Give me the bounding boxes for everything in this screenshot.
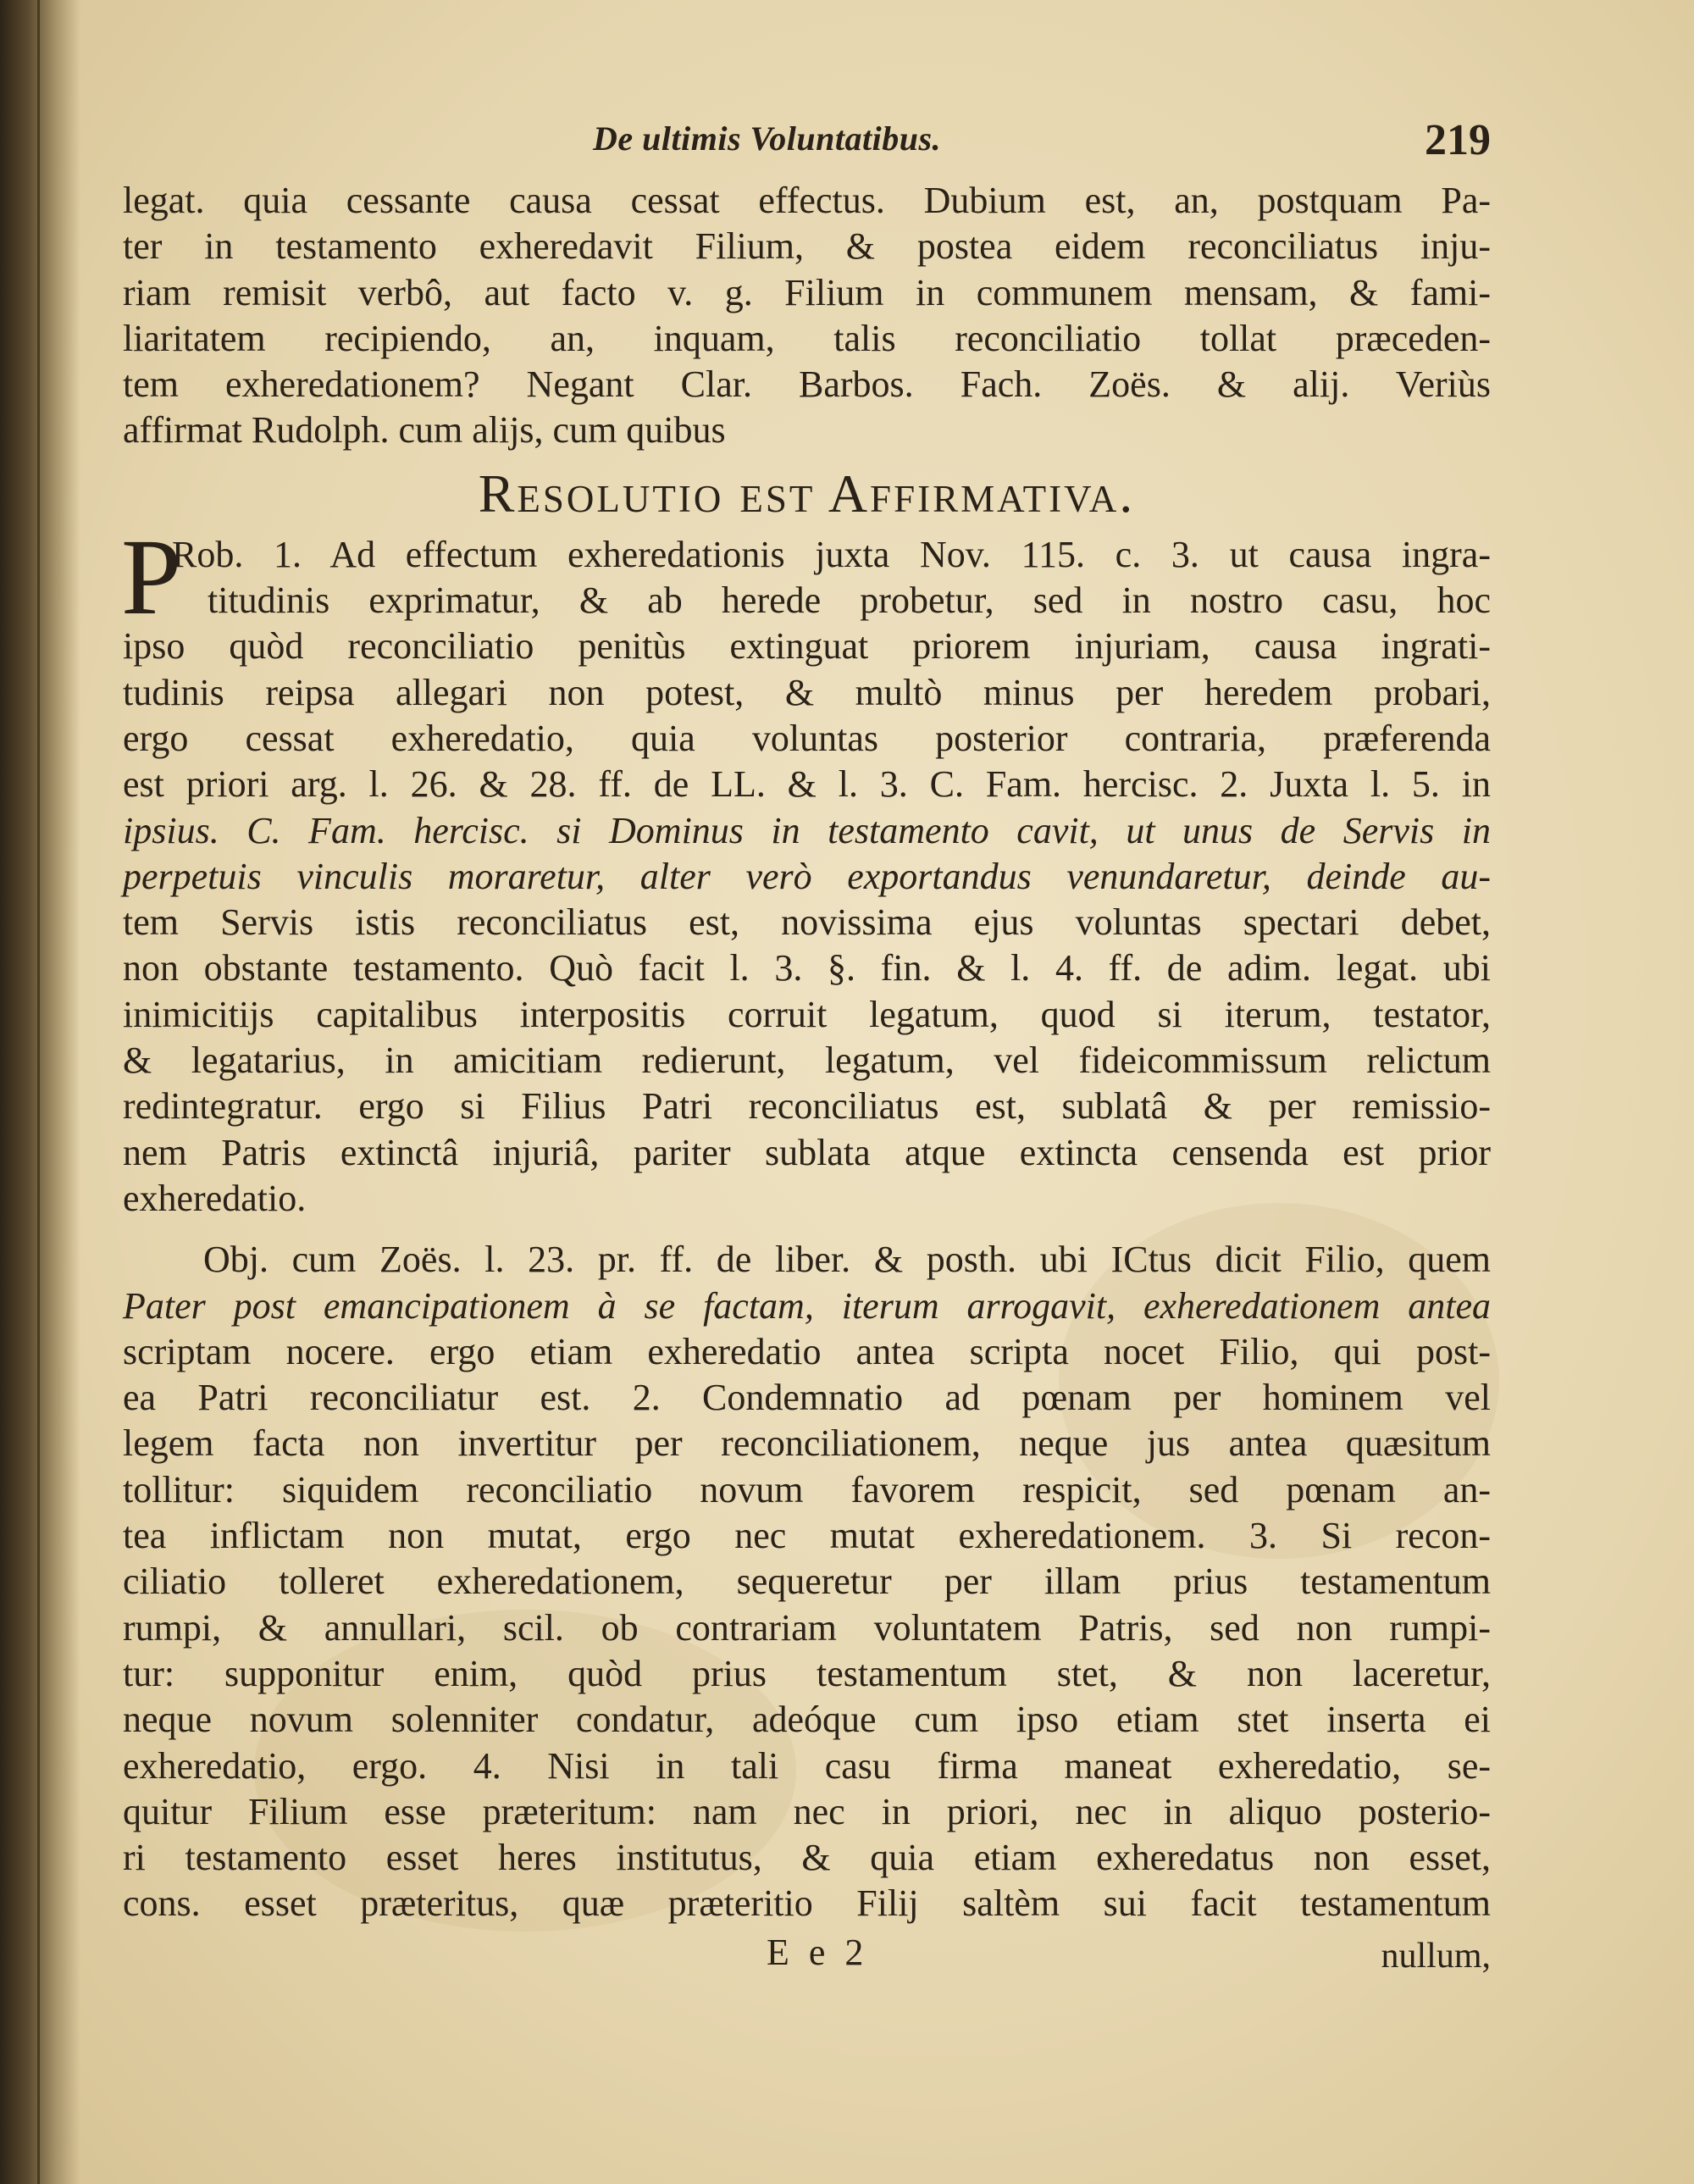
text-line: neque novum solenniter condatur, adeóque cum ipso etiam stet inserta ei xyxy=(123,1699,1491,1741)
text-line: titudinis exprimatur, & ab herede probetur, sed in nostro casu, hoc xyxy=(208,579,1491,622)
text-line: ipso quòd reconciliatio penitùs extinguat priorem injuriam, causa ingrati- xyxy=(123,625,1491,668)
text-line: Obj. cum Zoës. l. 23. pr. ff. de liber. & posth. ubi ICtus dicit Filio, quem xyxy=(203,1239,1491,1281)
text-line: tudinis reipsa allegari non potest, & multò minus per heredem probari, xyxy=(123,671,1491,713)
page-content xyxy=(121,116,1491,1978)
text-line: riam remisit verbô, aut facto v. g. Filium in communem mensam, & fami- xyxy=(123,271,1491,313)
drop-cap: P xyxy=(121,516,182,637)
paragraph-3 xyxy=(123,1237,1491,1926)
text-line: affirmat Rudolph. cum alijs, cum quibus xyxy=(123,409,726,452)
text-line: tollitur: siquidem reconciliatio novum favorem respicit, sed pœnam an- xyxy=(123,1468,1491,1511)
text-line: Pater post emancipationem à se factam, iterum arrogavit, exheredationem antea xyxy=(123,1284,1491,1327)
text-line: tur: supponitur enim, quòd prius testamentum stet, & non laceretur, xyxy=(123,1652,1491,1694)
text-line: Rob. 1. Ad effectum exheredationis juxta Nov. 115. c. 3. ut causa ingra- xyxy=(172,533,1491,575)
text-line: est priori arg. l. 26. & 28. ff. de LL. & l. 3. C. Fam. hercisc. 2. Juxta l. 5. in xyxy=(123,763,1491,806)
text-line: ter in testamento exheredavit Filium, & postea eidem reconciliatus inju- xyxy=(123,225,1491,268)
text-line: quitur Filium esse præteritum: nam nec in priori, nec in aliquo posterio- xyxy=(123,1790,1491,1832)
paragraph-2 xyxy=(121,516,1491,1222)
text-line: nem Patris extinctâ injuriâ, pariter sublata atque extincta censenda est prior xyxy=(123,1131,1491,1173)
section-heading: Resolutio est Affirmativa. xyxy=(478,463,1136,524)
page-number: 219 xyxy=(1425,116,1491,164)
text-line: exheredatio. xyxy=(123,1177,307,1219)
text-line: exheredatio, ergo. 4. Nisi in tali casu firma maneat exheredatio, se- xyxy=(123,1744,1491,1787)
running-title: De ultimis Voluntatibus. xyxy=(593,119,942,158)
text-line: non obstante testamento. Quò facit l. 3. §. fin. & l. 4. ff. de adim. legat. ubi xyxy=(123,947,1491,989)
text-line: inimicitijs capitalibus interpositis corruit legatum, quod si iterum, testator, xyxy=(123,993,1491,1035)
text-line: scriptam nocere. ergo etiam exheredatio antea scripta nocet Filio, qui post- xyxy=(123,1330,1491,1372)
text-line: cons. esset præteritus, quæ præteritio Filij saltèm sui facit testamentum xyxy=(123,1882,1491,1925)
text-line: rumpi, & annullari, scil. ob contrariam voluntatem Patris, sed non rumpi- xyxy=(123,1606,1491,1649)
text-line: legat. quia cessante causa cessat effectus. Dubium est, an, postquam Pa- xyxy=(123,180,1491,221)
text-line: tem exheredationem? Negant Clar. Barbos. Fach. Zoës. & alij. Veriùs xyxy=(123,363,1491,406)
text-line: tem Servis istis reconciliatus est, novissima ejus voluntas spectari debet, xyxy=(123,901,1491,944)
text-line: liaritatem recipiendo, an, inquam, talis reconciliatio tollat præceden- xyxy=(123,317,1491,359)
page-footer xyxy=(123,1927,1491,1978)
text-line: ri testamento esset heres institutus, & quia etiam exheredatus non esset, xyxy=(123,1837,1491,1879)
binding-edge xyxy=(37,0,40,2184)
text-line: redintegratur. ergo si Filius Patri reconciliatus est, sublatâ & per remissio- xyxy=(123,1085,1491,1128)
signature-mark: E e 2 xyxy=(767,1931,869,1973)
text-line: & legatarius, in amicitiam redierunt, legatum, vel fideicommissum relictum xyxy=(123,1039,1491,1082)
text-line: legem facta non invertitur per reconciliationem, neque jus antea quæsitum xyxy=(123,1422,1491,1465)
text-line: ciliatio tolleret exheredationem, sequeretur per illam prius testamentum xyxy=(123,1560,1491,1603)
text-line: ergo cessat exheredatio, quia voluntas posterior contraria, præferenda xyxy=(123,717,1491,759)
text-line: perpetuis vinculis moraretur, alter verò exportandus venundaretur, deinde au- xyxy=(123,855,1491,897)
book-gutter xyxy=(0,0,80,2184)
text-line: tea inflictam non mutat, ergo nec mutat exheredationem. 3. Si recon- xyxy=(123,1515,1491,1557)
text-line: ipsius. C. Fam. hercisc. si Dominus in testamento cavit, ut unus de Servis in xyxy=(123,809,1491,851)
catchword: nullum, xyxy=(1381,1936,1491,1976)
text-line: ea Patri reconciliatur est. 2. Condemnatio ad pœnam per hominem vel xyxy=(123,1377,1491,1419)
paragraph-1 xyxy=(123,178,1491,454)
page-header xyxy=(123,116,1491,178)
